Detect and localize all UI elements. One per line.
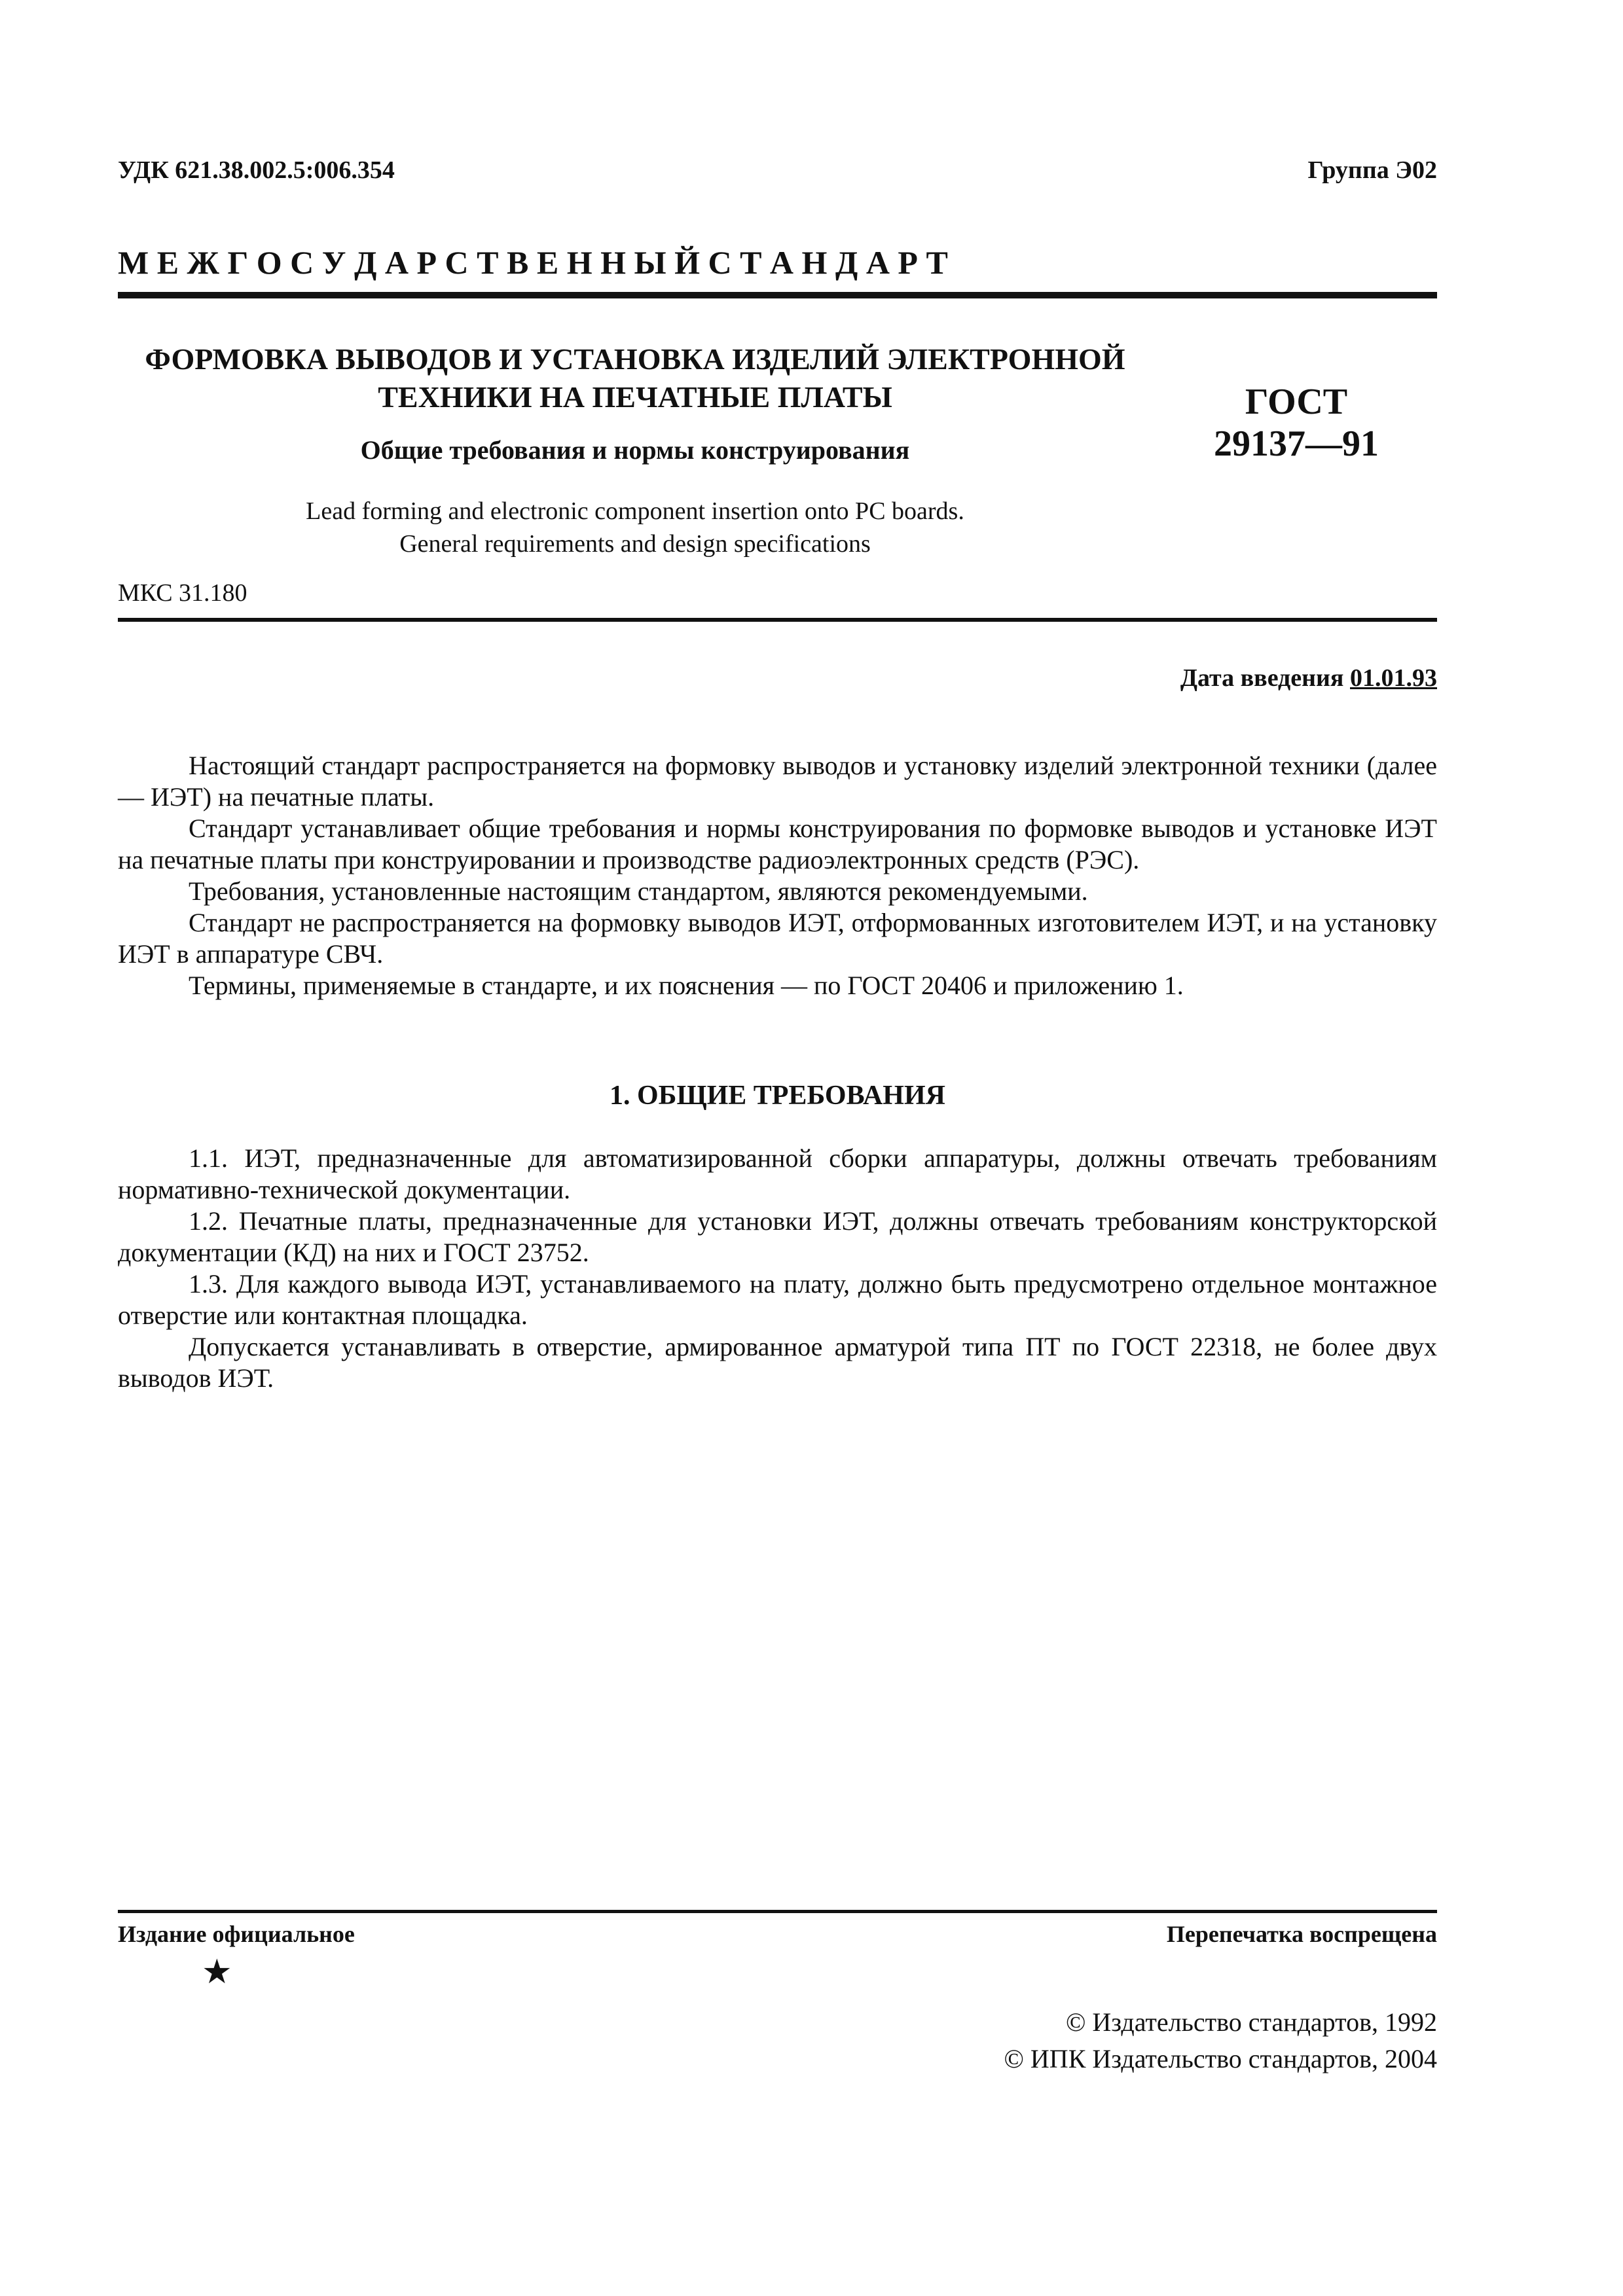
banner-divider (118, 292, 1437, 298)
intro-paragraph: Стандарт не распространяется на формовку выводов ИЭТ, отформованных изготовителем ИЭТ, и на установку ИЭТ в аппаратуре СВЧ. (118, 908, 1437, 969)
effective-date-label: Дата введения (1180, 664, 1344, 692)
header-divider (118, 618, 1437, 622)
copyright-line-2: © ИПК Издательство стандартов, 2004 (1004, 2044, 1437, 2073)
section-paragraph: 1.2. Печатные платы, предназначенные для установки ИЭТ, должны отвечать требованиям конструкторской документации (КД) на них и ГОСТ 23752. (118, 1206, 1437, 1267)
standard-banner: М Е Ж Г О С У Д А Р С Т В Е Н Н Ы Й С Т А Н Д А Р Т (118, 244, 948, 281)
official-edition: Издание официальное (118, 1921, 355, 1947)
english-title-line-1: Lead forming and electronic component insertion onto PC boards. (306, 497, 964, 525)
section-paragraph: Допускается устанавливать в отверстие, армированное арматурой типа ПТ по ГОСТ 22318, не более двух выводов ИЭТ. (118, 1332, 1437, 1393)
document-title (118, 340, 1152, 416)
document-subtitle: Общие требования и нормы конструирования (360, 435, 910, 465)
udk-code: УДК 621.38.002.5:006.354 (118, 156, 395, 184)
mks-code: МКС 31.180 (118, 579, 247, 607)
copyright-block (1004, 2004, 1437, 2077)
section-paragraph: 1.1. ИЭТ, предназначенные для автоматизированной сборки аппаратуры, должны отвечать требованиям нормативно-технической документации. (118, 1143, 1437, 1204)
effective-date (1180, 664, 1437, 692)
title-line-1: ФОРМОВКА ВЫВОДОВ И УСТАНОВКА ИЗДЕЛИЙ ЭЛЕКТРОННОЙ (145, 342, 1125, 376)
intro-text (118, 750, 1437, 1001)
section-paragraph: 1.3. Для каждого вывода ИЭТ, устанавливаемого на плату, должно быть предусмотрено отдельное монтажное отверстие или контактная площадка. (118, 1269, 1437, 1330)
intro-paragraph: Требования, установленные настоящим стандартом, являются рекомендуемыми. (189, 876, 1088, 906)
intro-paragraph: Термины, применяемые в стандарте, и их пояснения — по ГОСТ 20406 и приложению 1. (189, 971, 1184, 1000)
intro-paragraph: Стандарт устанавливает общие требования и нормы конструирования по формовке выводов и установке ИЭТ на печатные платы при конструировании и производстве радиоэлектронных средств (РЭС). (118, 814, 1437, 874)
english-title-line-2: General requirements and design specifications (399, 530, 871, 558)
gost-label: ГОСТ (1245, 382, 1348, 422)
intro-paragraph: Настоящий стандарт распространяется на формовку выводов и установку изделий электронной техники (далее — ИЭТ) на печатные платы. (118, 751, 1437, 812)
footer-divider (118, 1910, 1437, 1913)
section-heading: 1. ОБЩИЕ ТРЕБОВАНИЯ (610, 1081, 945, 1111)
effective-date-value: 01.01.93 (1350, 664, 1437, 692)
section-text (118, 1143, 1437, 1394)
gost-number: 29137—91 (1214, 423, 1379, 464)
gost-designation (1152, 381, 1440, 465)
star-icon: ★ (202, 1954, 232, 1991)
reprint-notice: Перепечатка воспрещена (1166, 1921, 1437, 1947)
group-code: Группа Э02 (1307, 156, 1437, 184)
copyright-line-1: © Издательство стандартов, 1992 (1065, 2007, 1437, 2037)
english-title (118, 495, 1152, 560)
title-line-2: ТЕХНИКИ НА ПЕЧАТНЫЕ ПЛАТЫ (378, 380, 892, 414)
